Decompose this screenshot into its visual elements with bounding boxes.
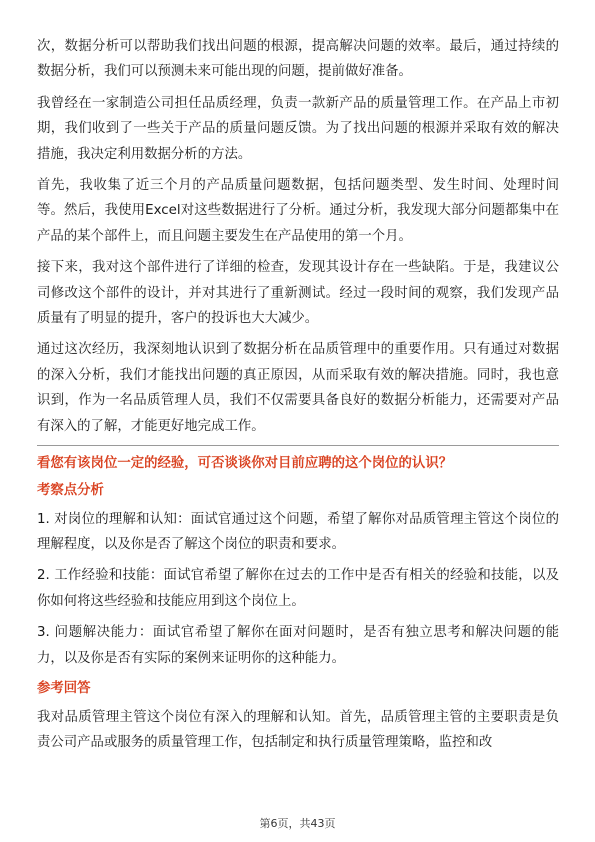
answer-heading: 参考回答 (37, 680, 91, 696)
paragraph-intro-4: 接下来，我对这个部件进行了详细的检查，发现其设计存在一些缺陷。于是，我建议公司修改这个部件的设计，并对其进行了重新测试。经过一段时间的观察，我们发现产品质量有了明显的提升，客户的投诉也大大减少。 (37, 260, 559, 327)
page-content (37, 34, 559, 762)
analysis-heading: 考察点分析 (37, 482, 104, 498)
section-divider (37, 445, 559, 446)
analysis-point-1: 1. 对岗位的理解和认知：面试官通过这个问题，希望了解你对品质管理主管这个岗位的理解程度，以及你是否了解这个岗位的职责和要求。 (37, 511, 559, 552)
paragraph-intro-5: 通过这次经历，我深刻地认识到了数据分析在品质管理中的重要作用。只有通过对数据的深入分析，我们才能找出问题的真正原因，从而采取有效的解决措施。同时，我也意识到，作为一名品质管理人员，我们不仅需要具备良好的数据分析能力，还需要对产品有深入的了解，才能更好地完成工作。 (37, 342, 559, 434)
paragraph-intro-1: 次，数据分析可以帮助我们找出问题的根源，提高解决问题的效率。最后，通过持续的数据分析，我们可以预测未来可能出现的问题，提前做好准备。 (37, 39, 559, 80)
answer-paragraph: 我对品质管理主管这个岗位有深入的理解和认知。首先，品质管理主管的主要职责是负责公司产品或服务的质量管理工作，包括制定和执行质量管理策略，监控和改 (37, 709, 559, 751)
paragraph-intro-2: 我曾经在一家制造公司担任品质经理，负责一款新产品的质量管理工作。在产品上市初期，我们收到了一些关于产品的质量问题反馈。为了找出问题的根源并采取有效的解决措施，我决定利用数据分析的方法。 (37, 95, 559, 162)
page-number: 第6页，共43页 (259, 817, 336, 830)
analysis-point-3: 3. 问题解决能力：面试官希望了解你在面对问题时，是否有独立思考和解决问题的能力，以及你是否有实际的案例来证明你的这种能力。 (37, 625, 559, 666)
analysis-point-2: 2. 工作经验和技能：面试官希望了解你在过去的工作中是否有相关的经验和技能，以及你如何将这些经验和技能应用到这个岗位上。 (37, 568, 559, 609)
paragraph-intro-3: 首先，我收集了近三个月的产品质量问题数据，包括问题类型、发生时间、处理时间等。然后，我使用Excel对这些数据进行了分析。通过分析，我发现大部分问题都集中在产品的某个部件上，而且问题主要发生在产品使用的第一个月。 (37, 178, 559, 244)
interview-question: 看您有该岗位一定的经验，可否谈谈你对目前应聘的这个岗位的认识？ (37, 456, 453, 472)
